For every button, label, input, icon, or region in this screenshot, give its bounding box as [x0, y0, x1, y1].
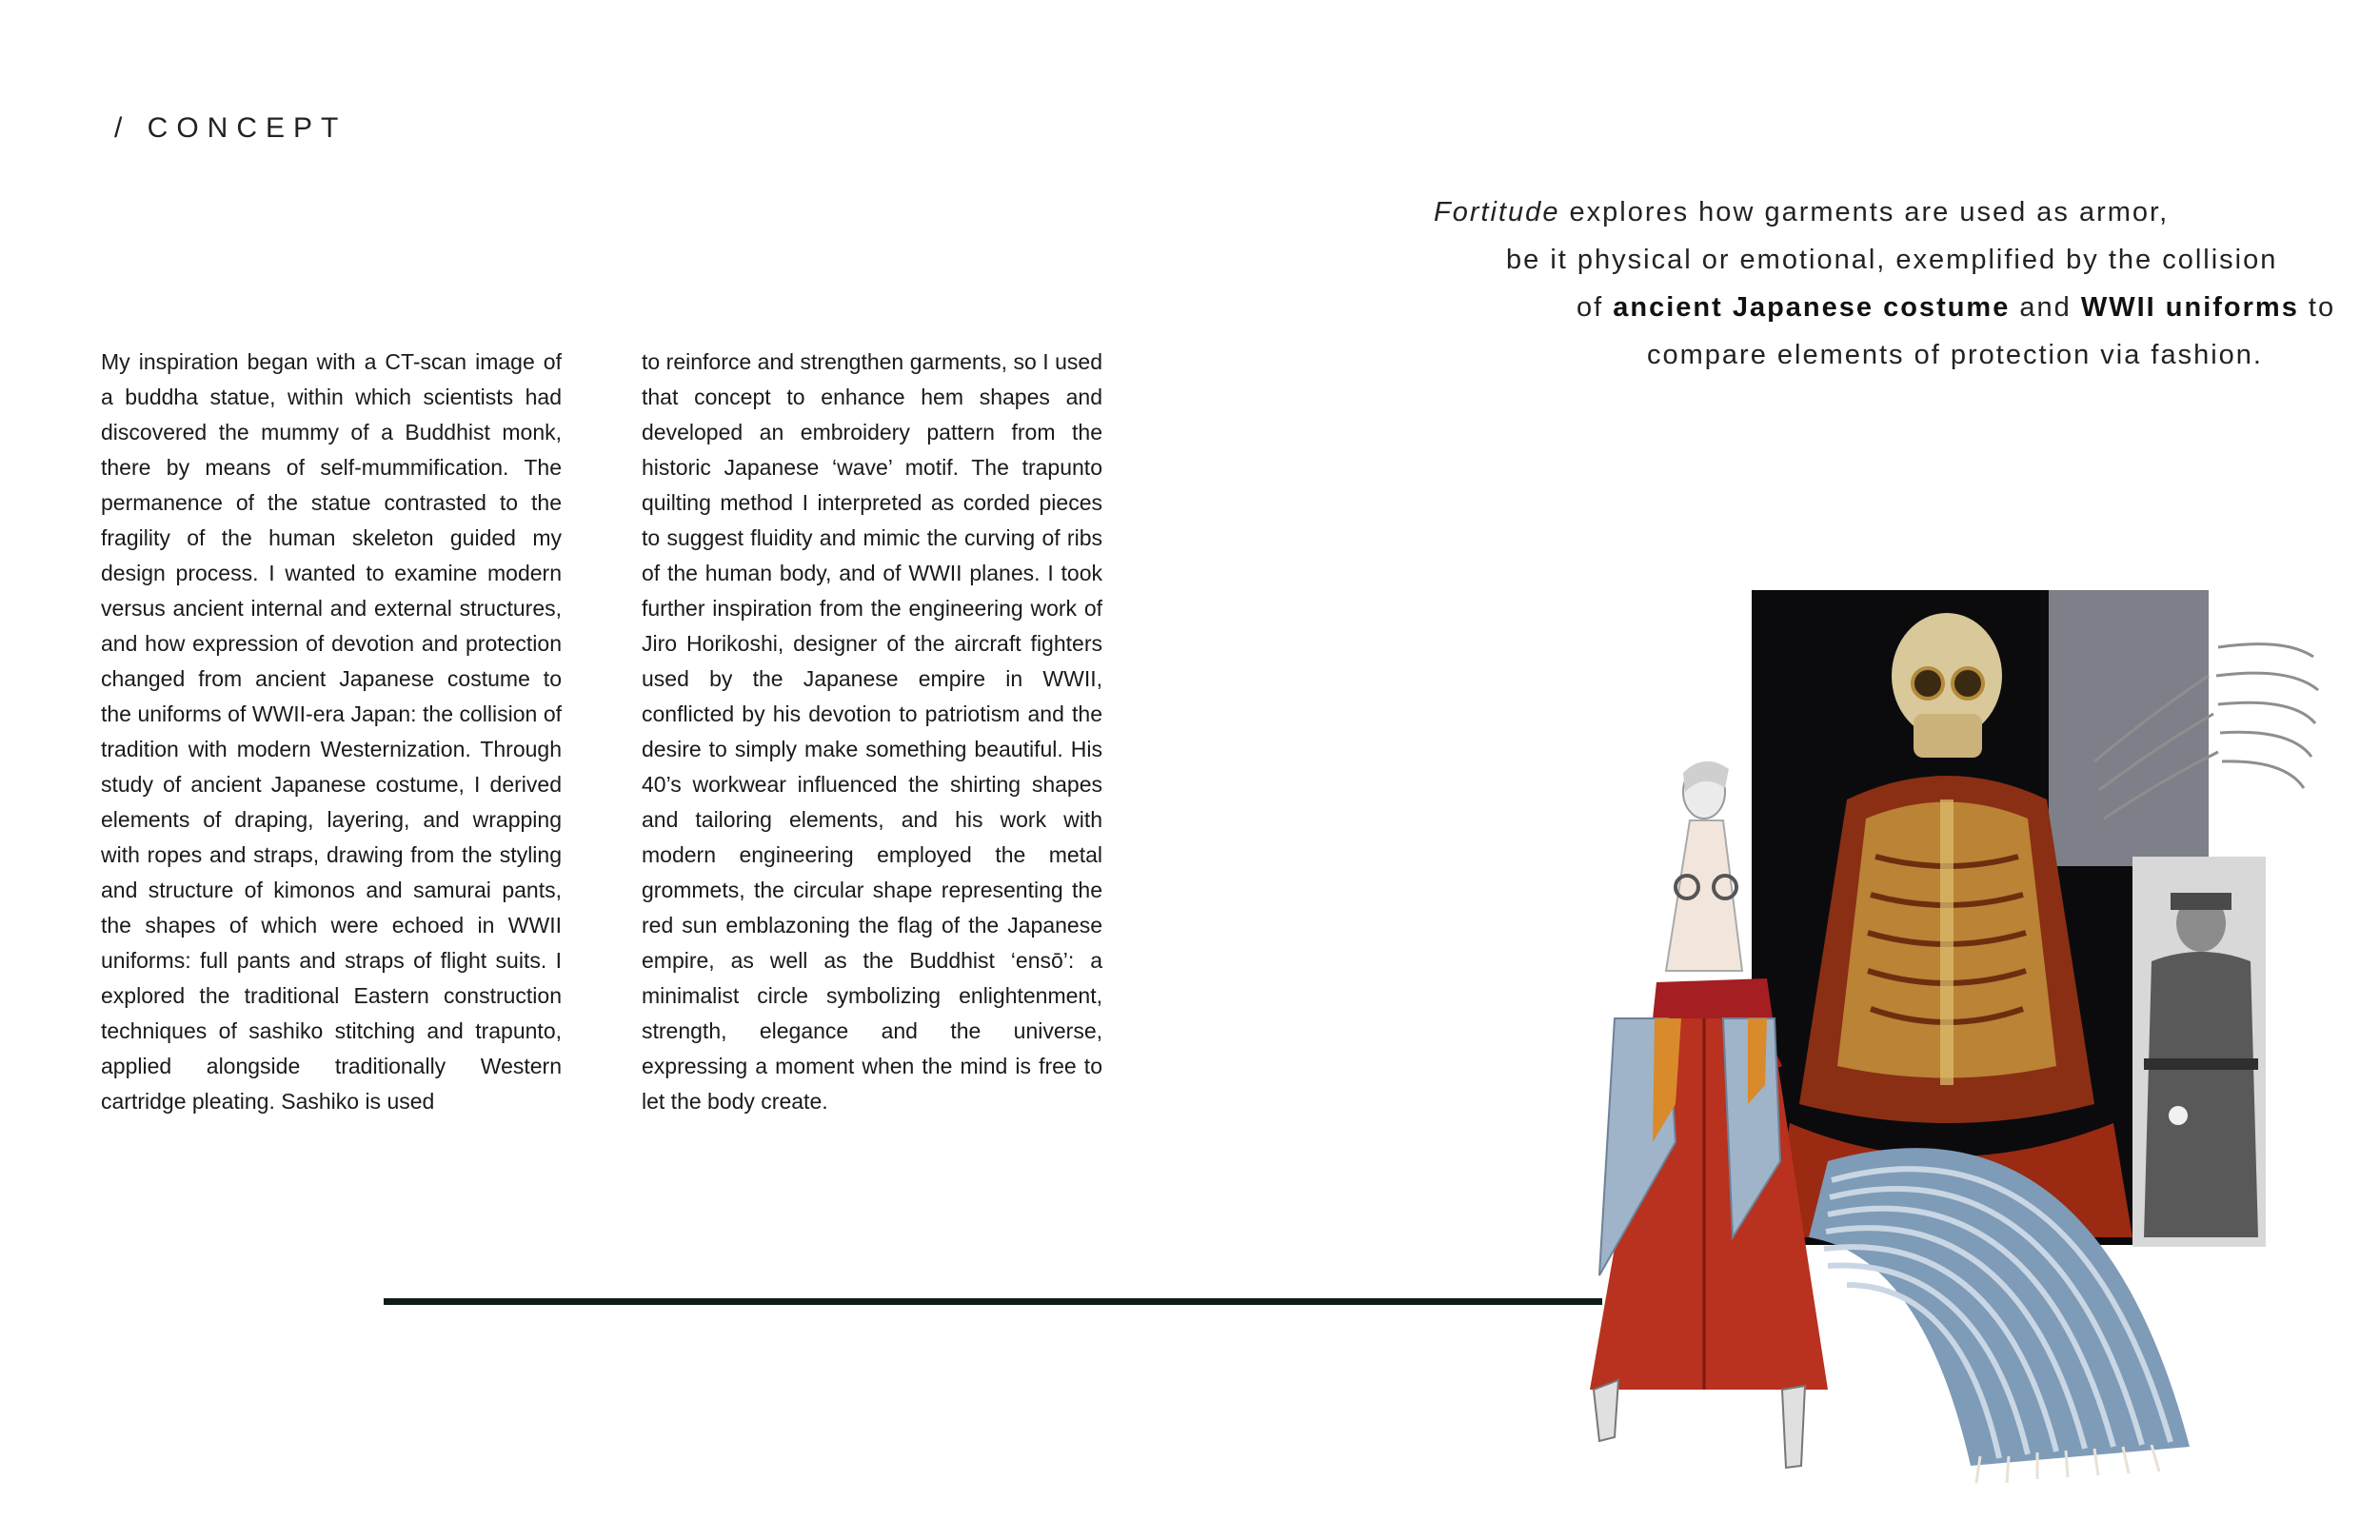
- body-column-1: My inspiration began with a CT-scan image of a buddha statue, within which scientists had discovered the mummy of a Buddhist monk, there by means of self-mummification. The permanence of the statue contrasted to the fragility of the human skeleton guided my design process. I wanted to examine modern versus ancient internal and external structures, and how expression of devotion and protection changed from ancient Japanese costume to the uniforms of WWII-era Japan: the collision of tradition with modern Westernization. Through study of ancient Japanese costume, I derived elements of draping, layering, and wrapping with ropes and straps, drawing from the styling and structure of kimonos and samurai pants, the shapes of which were echoed in WWII uniforms: full pants and straps of flight suits. I explored the traditional Eastern construction techniques of sashiko stitching and trapunto, applied alongside traditionally Western cartridge pleating. Sashiko is used: [101, 349, 562, 1114]
- pull-quote-line-1: [1434, 188, 2169, 236]
- mood-board-collage: [1561, 571, 2323, 1485]
- pull-quote-text: to: [2298, 292, 2336, 323]
- page-heading: / CONCEPT: [114, 112, 347, 144]
- pull-quote-emphasis: ancient Japanese costume: [1613, 292, 2011, 323]
- body-column-2: to reinforce and strengthen garments, so I used that concept to enhance hem shapes and developed an embroidery pattern from the historic Japanese ‘wave’ motif. The trapunto quilting method I interpreted as corded pieces to suggest fluidity and mimic the curving of ribs of the human body, and of WWII planes. I took further inspiration from the engineering work of Jiro Horikoshi, designer of the aircraft fighters used by the Japanese empire in WWII, conflicted by his devotion to patriotism and the desire to simply make something beautiful. His 40’s workwear influenced the shirting shapes and tailoring elements, and his work with modern engineering employed the metal grommets, the circular shape representing the red sun emblazoning the flag of the Japanese empire, as well as the Buddhist ‘ensō’: a minimalist circle symbolizing enlightenment, strength, elegance and the universe, expressing a moment when the mind is free to let the body create.: [642, 349, 1102, 1114]
- pull-quote-title: Fortitude: [1434, 197, 1560, 227]
- divider-rule: [384, 1298, 1602, 1305]
- pull-quote-line-2: be it physical or emotional, exemplified by the collision: [1506, 245, 2278, 275]
- pull-quote-line-3: [1577, 284, 2335, 331]
- pull-quote-emphasis: WWII uniforms: [2080, 292, 2299, 323]
- pull-quote-line-4: compare elements of protection via fashion.: [1647, 340, 2263, 370]
- pull-quote-text: explores how garments are used as armor,: [1559, 197, 2170, 227]
- pull-quote-text: and: [2010, 292, 2081, 323]
- soldier-photo: [2132, 857, 2266, 1247]
- pull-quote-text: of: [1577, 292, 1614, 323]
